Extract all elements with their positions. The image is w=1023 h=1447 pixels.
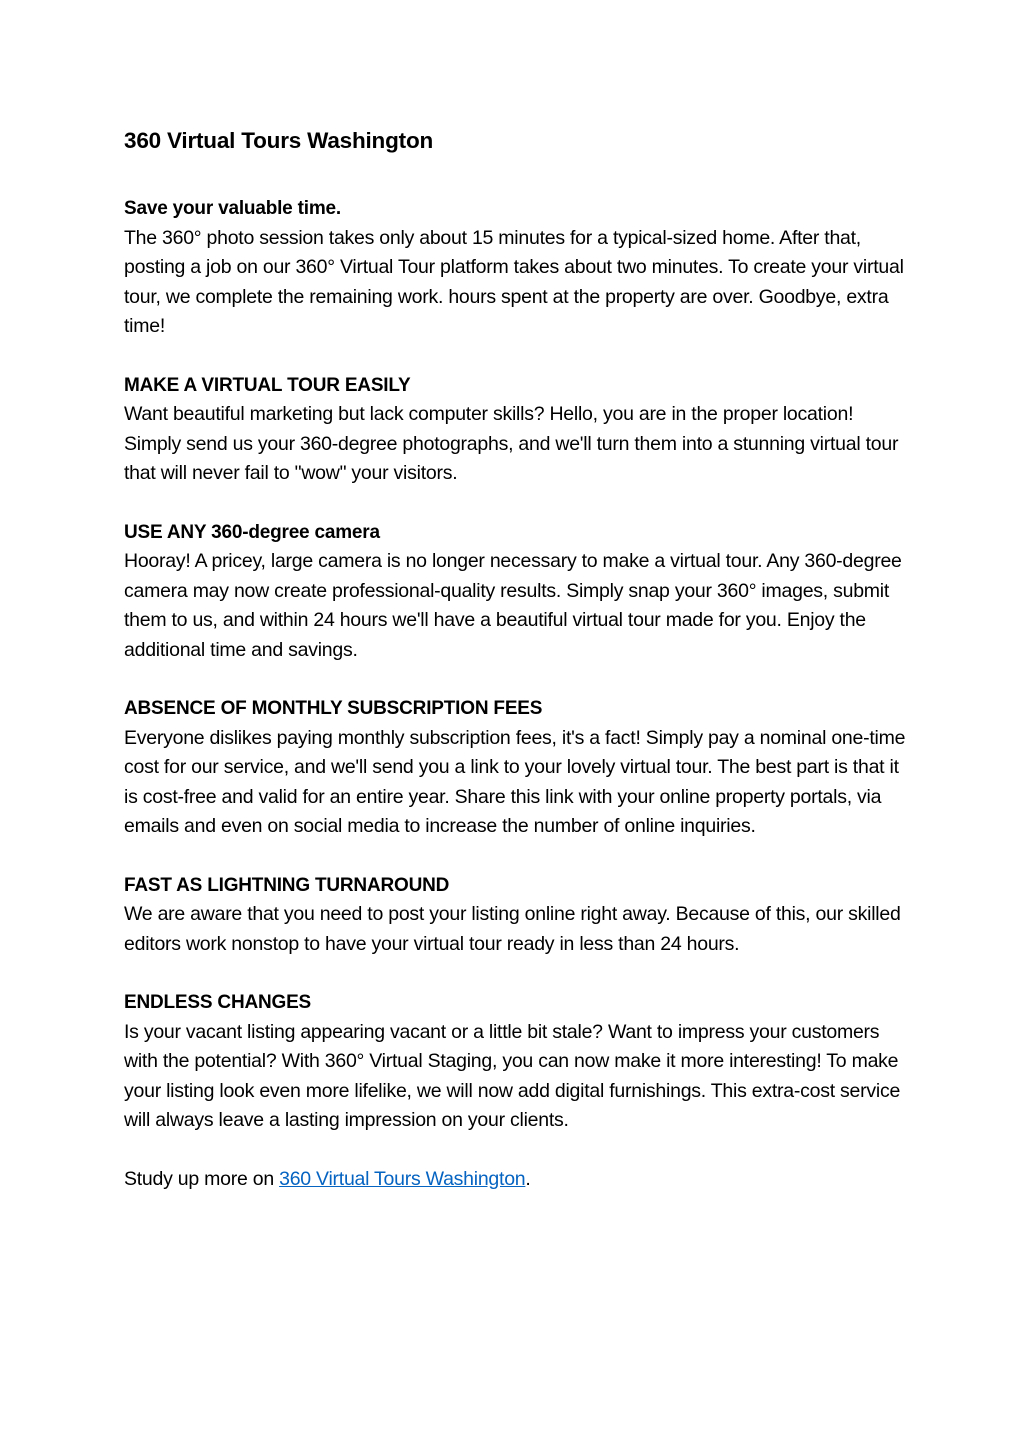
- section-heading: USE ANY 360-degree camera: [124, 521, 380, 543]
- section-fast-turnaround: [124, 871, 914, 960]
- section-body: The 360° photo session takes only about 15 minutes for a typical-sized home. After that, posting a job on our 360° Virtual Tour platform takes about two minutes. To create your virtual tour, we complete the remaining work. hours spent at the property are over. Goodbye, extra time!: [124, 226, 904, 337]
- section-make-tour-easily: [124, 371, 914, 489]
- section-endless-changes: [124, 988, 914, 1136]
- section-body: Is your vacant listing appearing vacant or a little bit stale? Want to impress your customers with the potential? With 360° Virtual Staging, you can now make it more interesting! To make your listing look even more lifelike, we will now add digital furnishings. This extra-cost service will always leave a lasting impression on your clients.: [124, 1020, 901, 1131]
- section-no-subscription: [124, 694, 914, 842]
- section-body: We are aware that you need to post your listing online right away. Because of this, our skilled editors work nonstop to have your virtual tour ready in less than 24 hours.: [124, 903, 901, 955]
- section-heading: FAST AS LIGHTNING TURNAROUND: [124, 874, 450, 896]
- section-save-time: [124, 194, 914, 342]
- section-heading: ABSENCE OF MONTHLY SUBSCRIPTION FEES: [124, 698, 543, 719]
- section-heading: ENDLESS CHANGES: [124, 992, 312, 1013]
- section-heading: MAKE A VIRTUAL TOUR EASILY: [124, 374, 411, 396]
- section-body: Everyone dislikes paying monthly subscription fees, it's a fact! Simply pay a nominal one-time cost for our service, and we'll send you a link to your lovely virtual tour. The best part is that it is cost-free and valid for an entire year. Share this link with your online property portals, via emails and even on social media to increase the number of online inquiries.: [124, 726, 906, 837]
- section-heading: Save your valuable time.: [124, 198, 341, 219]
- footer-prefix: Study up more on: [124, 1167, 280, 1190]
- footer-suffix: .: [525, 1167, 531, 1190]
- footer-link[interactable]: 360 Virtual Tours Washington: [279, 1167, 526, 1190]
- section-body: Want beautiful marketing but lack computer skills? Hello, you are in the proper location! Simply send us your 360-degree photographs, and we'll turn them into a stunning virtual tour that will never fail to "wow" your visitors.: [124, 403, 899, 484]
- section-any-camera: [124, 518, 914, 666]
- footer-line: [124, 1165, 914, 1195]
- section-body: Hooray! A pricey, large camera is no longer necessary to make a virtual tour. Any 360-degree camera may now create professional-quality results. Simply snap your 360° images, submit them to us, and within 24 hours we'll have a beautiful virtual tour made for you. Enjoy the additional time and savings.: [124, 550, 902, 661]
- document-page: [124, 124, 914, 1194]
- document-title: 360 Virtual Tours Washington: [124, 128, 434, 153]
